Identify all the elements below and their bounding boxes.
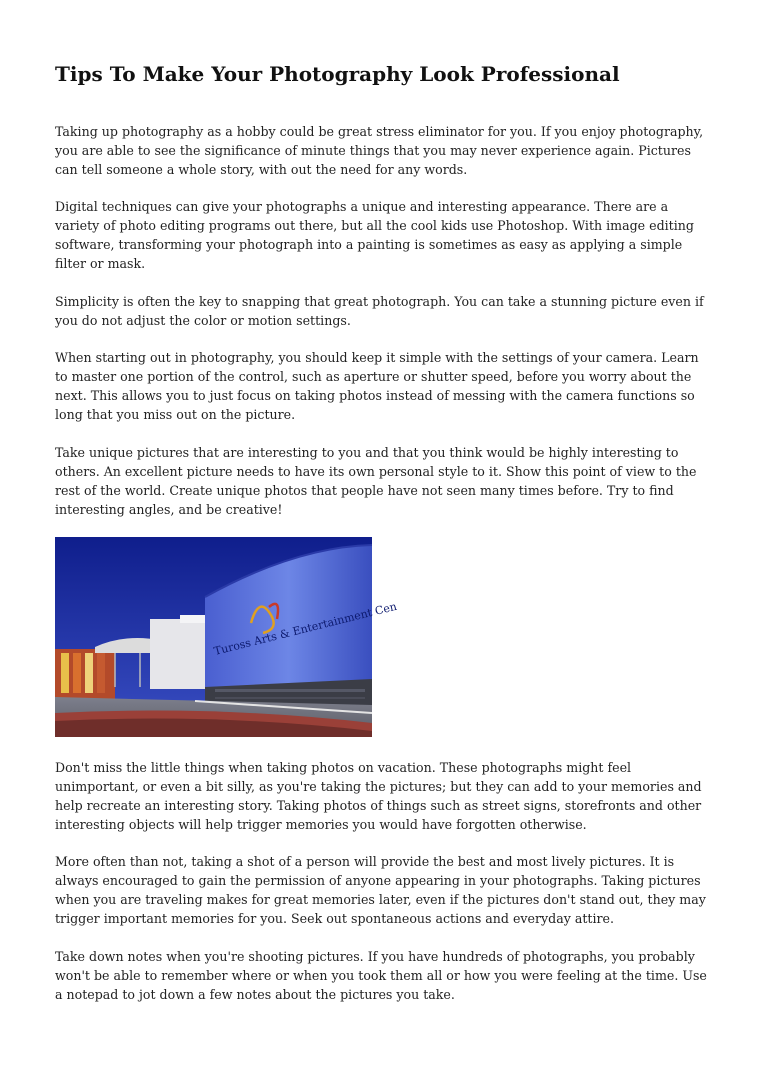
- paragraph-5: Take unique pictures that are interesting to you and that you think would be highly interesting to others. An excellent picture needs to have its own personal style to it. Show this point of view to the rest of the world. Create unique photos that people have not seen many times before. Try to find interesting angles, and be creative!: [55, 445, 697, 517]
- paragraph-3: Simplicity is often the key to snapping that great photograph. You can take a stunning picture even if you do not adjust the color or motion settings.: [55, 294, 704, 328]
- paragraph-4: When starting out in photography, you should keep it simple with the settings of your camera. Learn to master one portion of the control, such as aperture or shutter speed, before you worry about the next. This allows you to just focus on taking photos instead of messing with the camera functions so long that you miss out on the picture.: [55, 350, 699, 422]
- paragraph-2: Digital techniques can give your photographs a unique and interesting appearance. There are a variety of photo editing programs out there, but all the cool kids use Photoshop. With image editing software, transforming your photograph into a painting is sometimes as easy as applying a simple filter or mask.: [55, 199, 694, 271]
- building-sign-text: Tuross Arts & Entertainment Cen: [212, 599, 399, 658]
- paragraph-7: More often than not, taking a shot of a person will provide the best and most lively pictures. It is always encouraged to gain the permission of anyone appearing in your photographs. Taking pictures when you are traveling makes for great memories later, even if the pictures don't stand out, they may trigger important memories for you. Seek out spontaneous actions and everyday attire.: [55, 854, 706, 926]
- paragraph-6: Don't miss the little things when taking photos on vacation. These photographs might feel unimportant, or even a bit silly, as you're taking the pictures; but they can add to your memories and help recreate an interesting story. Taking photos of things such as street signs, storefronts and other interesting objects will help trigger memories you would have forgotten otherwise.: [55, 760, 702, 832]
- document-title: Tips To Make Your Photography Look Professional: [55, 62, 620, 86]
- building-photo: [55, 537, 399, 737]
- paragraph-1: Taking up photography as a hobby could be great stress eliminator for you. If you enjoy photography, you are able to see the significance of minute things that you may never experience again. Pictures can tell someone a whole story, with out the need for any words.: [55, 124, 704, 177]
- paragraph-8: Take down notes when you're shooting pictures. If you have hundreds of photographs, you probably won't be able to remember where or when you took them all or how you were feeling at the time. Use a notepad to jot down a few notes about the pictures you take.: [55, 949, 707, 1002]
- building-photo-graphic: [55, 537, 399, 737]
